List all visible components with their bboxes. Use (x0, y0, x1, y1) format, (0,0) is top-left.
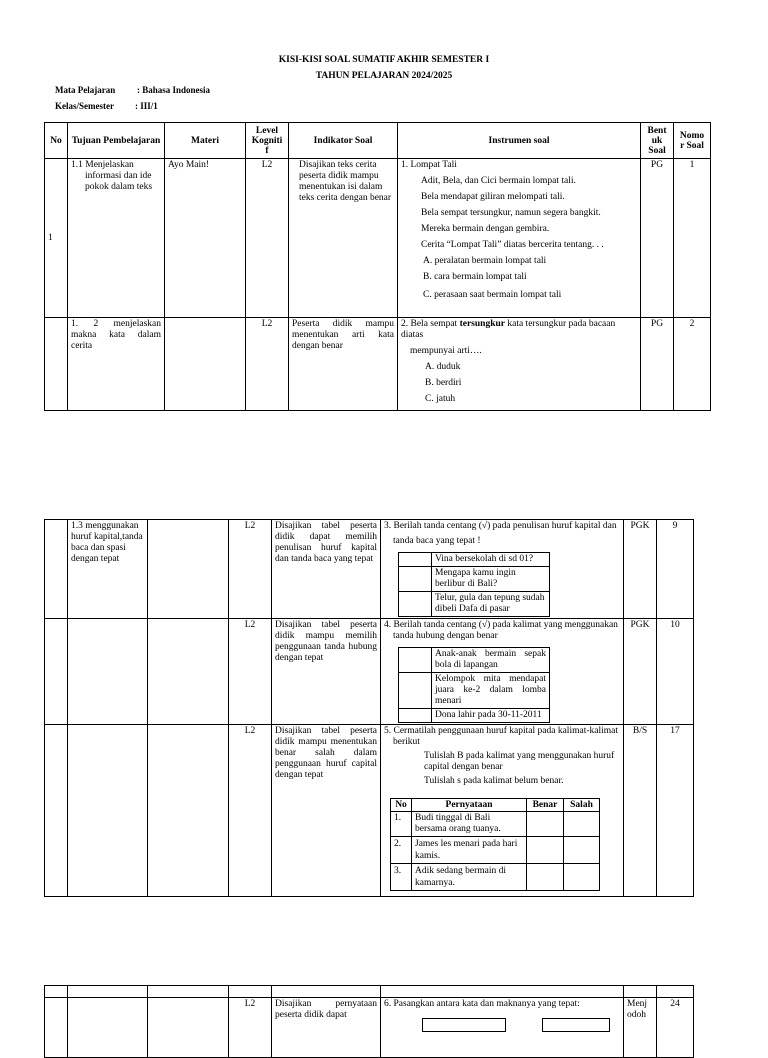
check-cell[interactable] (399, 553, 432, 567)
col-header-nomor: Nomo r Soal (674, 123, 711, 159)
statement-no: 3. (391, 864, 412, 891)
row-no: 1 (45, 159, 68, 318)
statement: Anak-anak bermain sepak bola di lapangan (432, 648, 550, 673)
statement-no: 1. (391, 812, 412, 837)
col-header-tujuan: Tujuan Pembelajaran (68, 123, 165, 159)
row-no (45, 318, 68, 411)
col-header-materi: Materi (165, 123, 246, 159)
statement: James les menari pada hari kamis. (412, 837, 527, 864)
row-indikator: Peserta didik mampu menentukan arti kata dengan benar (289, 318, 398, 411)
question-5-line5: Tulislah s pada kalimat belum benar. (424, 776, 564, 786)
row-instrumen (398, 318, 641, 411)
row-materi (148, 619, 229, 725)
question-3: 3. Berilah tanda centang (√) pada penulisan huruf kapital dan (384, 521, 617, 531)
row-materi: Ayo Main! (165, 159, 246, 318)
row-no (45, 998, 68, 1058)
question-1-title: 1. Lompat Tali (401, 160, 457, 170)
row-level: L2 (229, 520, 272, 619)
benar-cell[interactable] (527, 837, 564, 864)
statement: Adik sedang bermain di kamarnya. (412, 864, 527, 891)
col-header-instrumen: Instrumen soal (398, 123, 641, 159)
row-level: L2 (246, 318, 289, 411)
true-false-header (391, 799, 600, 812)
row-instrumen (381, 998, 624, 1058)
option-b: B. cara bermain lompat tali (423, 272, 527, 282)
statement: Dona lahir pada 30-11-2011 (432, 709, 550, 723)
document-subtitle: TAHUN PELAJARAN 2024/2025 (315, 71, 453, 81)
option-a: A. peralatan bermain lompat tali (423, 256, 547, 266)
bold-word: tersungkur (459, 319, 505, 329)
row-indikator: Disajikan teks cerita peserta didik mampu menentukan isi dalam teks cerita dengan benar (289, 159, 398, 318)
table-row (45, 725, 694, 897)
statement: Budi tinggal di Bali bersama orang tuanya. (412, 812, 527, 837)
row-indikator: Disajikan tabel peserta didik mampu memilih penggunaan tanda hubung dengan tepat (272, 619, 381, 725)
row-no (45, 619, 68, 725)
question-5-line2: berikut (393, 737, 420, 747)
question-5: 5. Cermatilah penggunaan huruf kapital pada kalimat-kalimat (384, 726, 618, 736)
row-bentuk: PG (641, 159, 674, 318)
row-nomor: 10 (657, 619, 694, 725)
th-no: No (391, 799, 412, 812)
table-header-row (45, 123, 711, 159)
salah-cell[interactable] (564, 864, 600, 891)
row-materi (148, 725, 229, 897)
salah-cell[interactable] (564, 837, 600, 864)
th-pernyataan: Pernyataan (412, 799, 527, 812)
salah-cell[interactable] (564, 812, 600, 837)
row-materi (148, 520, 229, 619)
check-cell[interactable] (399, 709, 432, 723)
row-instrumen (381, 725, 624, 897)
row-instrumen (381, 619, 624, 725)
true-false-table (390, 798, 600, 891)
row-bentuk: PGK (624, 619, 657, 725)
question-text: Cerita “Lompat Tali” diatas bercerita tentang. . . (421, 240, 604, 250)
story-line: Mereka bermain dengan gembira. (421, 224, 550, 234)
check-cell[interactable] (399, 592, 432, 617)
row-indikator: Disajikan tabel peserta didik mampu menentukan benar salah dalam penggunaan huruf capital dengan tepat (272, 725, 381, 897)
statement: Telur, gula dan tepung sudah dibeli Dafa di pasar (432, 592, 550, 617)
col-header-bentuk: Bent uk Soal (641, 123, 674, 159)
row-indikator: Disajikan tabel peserta didik dapat memilih penulisan huruf kapital dan tanda baca yang tepat (272, 520, 381, 619)
row-bentuk: B/S (624, 725, 657, 897)
row-nomor: 17 (657, 725, 694, 897)
row-tujuan (68, 725, 148, 897)
row-level: L2 (229, 998, 272, 1058)
row-bentuk: PGK (624, 520, 657, 619)
checkbox-row (399, 709, 550, 723)
checkbox-table (398, 647, 550, 723)
checkbox-row (399, 673, 550, 709)
option-c: C. jatuh (425, 394, 456, 404)
checkbox-row (399, 648, 550, 673)
match-box-right[interactable] (542, 1018, 610, 1032)
checkbox-row (399, 567, 550, 592)
row-nomor: 1 (674, 159, 711, 318)
kelas-value: : III/1 (135, 101, 158, 111)
question-2: 2. Bela sempat tersungkur kata tersungkur pada bacaan diatas (401, 319, 616, 340)
check-cell[interactable] (399, 567, 432, 592)
row-tujuan (68, 998, 148, 1058)
question-5-line3: Tulislah B pada kalimat yang menggunakan huruf (424, 751, 615, 761)
document-title: KISI-KISI SOAL SUMATIF AKHIR SEMESTER I (278, 55, 490, 65)
row-indikator: Disajikan pernyataan peserta didik dapat (272, 998, 381, 1058)
story-line: Adit, Bela, dan Cici bermain lompat tali. (421, 176, 576, 186)
col-header-indikator: Indikator Soal (289, 123, 398, 159)
kisi-kisi-table-part-2 (44, 519, 694, 897)
benar-cell[interactable] (527, 864, 564, 891)
match-box-left[interactable] (422, 1018, 506, 1032)
story-line: Bela sempat tersungkur, namun segera bangkit. (421, 208, 601, 218)
question-4-line2: tanda hubung dengan benar (393, 631, 498, 641)
row-no (45, 725, 68, 897)
kelas-label: Kelas/Semester (55, 101, 114, 111)
row-no (45, 520, 68, 619)
true-false-row (391, 812, 600, 837)
th-salah: Salah (564, 799, 600, 812)
table-row (45, 998, 694, 1058)
row-level: L2 (229, 725, 272, 897)
question-3-line2: tanda baca yang tepat ! (393, 536, 481, 546)
true-false-row (391, 837, 600, 864)
checkbox-row (399, 553, 550, 567)
row-materi (165, 318, 246, 411)
row-tujuan: 1.3 menggunakan huruf kapital,tanda baca dan spasi dengan tepat (68, 520, 148, 619)
option-c: C. perasaan saat bermain lompat tali (423, 290, 562, 300)
mapel-value: : Bahasa Indonesia (137, 85, 211, 95)
row-nomor: 9 (657, 520, 694, 619)
option-a: A. duduk (425, 362, 461, 372)
row-materi (148, 998, 229, 1058)
question-2-line2: mempunyai arti…. (410, 346, 482, 356)
statement-no: 2. (391, 837, 412, 864)
option-b: B. berdiri (425, 378, 462, 388)
question-4: 4. Berilah tanda centang (√) pada kalimat yang menggunakan (384, 620, 618, 630)
table-row-empty (45, 986, 694, 998)
table-row (45, 619, 694, 725)
checkbox-table (398, 552, 550, 617)
row-tujuan: 1. 2 menjelaskan makna kata dalam cerita (68, 318, 165, 411)
kisi-kisi-table-part-3 (44, 985, 694, 1058)
statement: Mengapa kamu ingin berlibur di Bali? (432, 567, 550, 592)
row-bentuk: Menj odoh (624, 998, 657, 1058)
col-header-level: Level Kogniti f (246, 123, 289, 159)
statement: Kelompok mita mendapat juara ke-2 dalam lomba menari (432, 673, 550, 709)
check-cell[interactable] (399, 673, 432, 709)
row-instrumen (381, 520, 624, 619)
check-cell[interactable] (399, 648, 432, 673)
question-6: 6. Pasangkan antara kata dan maknanya yang tepat: (384, 999, 580, 1009)
story-line: Bela mendapat giliran melompati tali. (421, 192, 565, 202)
row-tujuan: 1.1 Menjelaskan informasi dan ide pokok dalam teks (71, 160, 153, 192)
row-instrumen (398, 159, 641, 318)
col-header-no: No (45, 123, 68, 159)
table-row (45, 159, 711, 318)
row-bentuk: PG (641, 318, 674, 411)
th-benar: Benar (527, 799, 564, 812)
row-nomor: 24 (657, 998, 694, 1058)
row-nomor: 2 (674, 318, 711, 411)
table-row (45, 520, 694, 619)
question-5-line4: capital dengan benar (424, 762, 503, 772)
true-false-row (391, 864, 600, 891)
statement: Vina bersekolah di sd 01? (432, 553, 550, 567)
row-level: L2 (246, 159, 289, 318)
row-level: L2 (229, 619, 272, 725)
checkbox-row (399, 592, 550, 617)
row-tujuan (68, 619, 148, 725)
kisi-kisi-table-part-1 (44, 122, 711, 411)
table-row (45, 318, 711, 411)
benar-cell[interactable] (527, 812, 564, 837)
mapel-label: Mata Pelajaran (55, 85, 116, 95)
